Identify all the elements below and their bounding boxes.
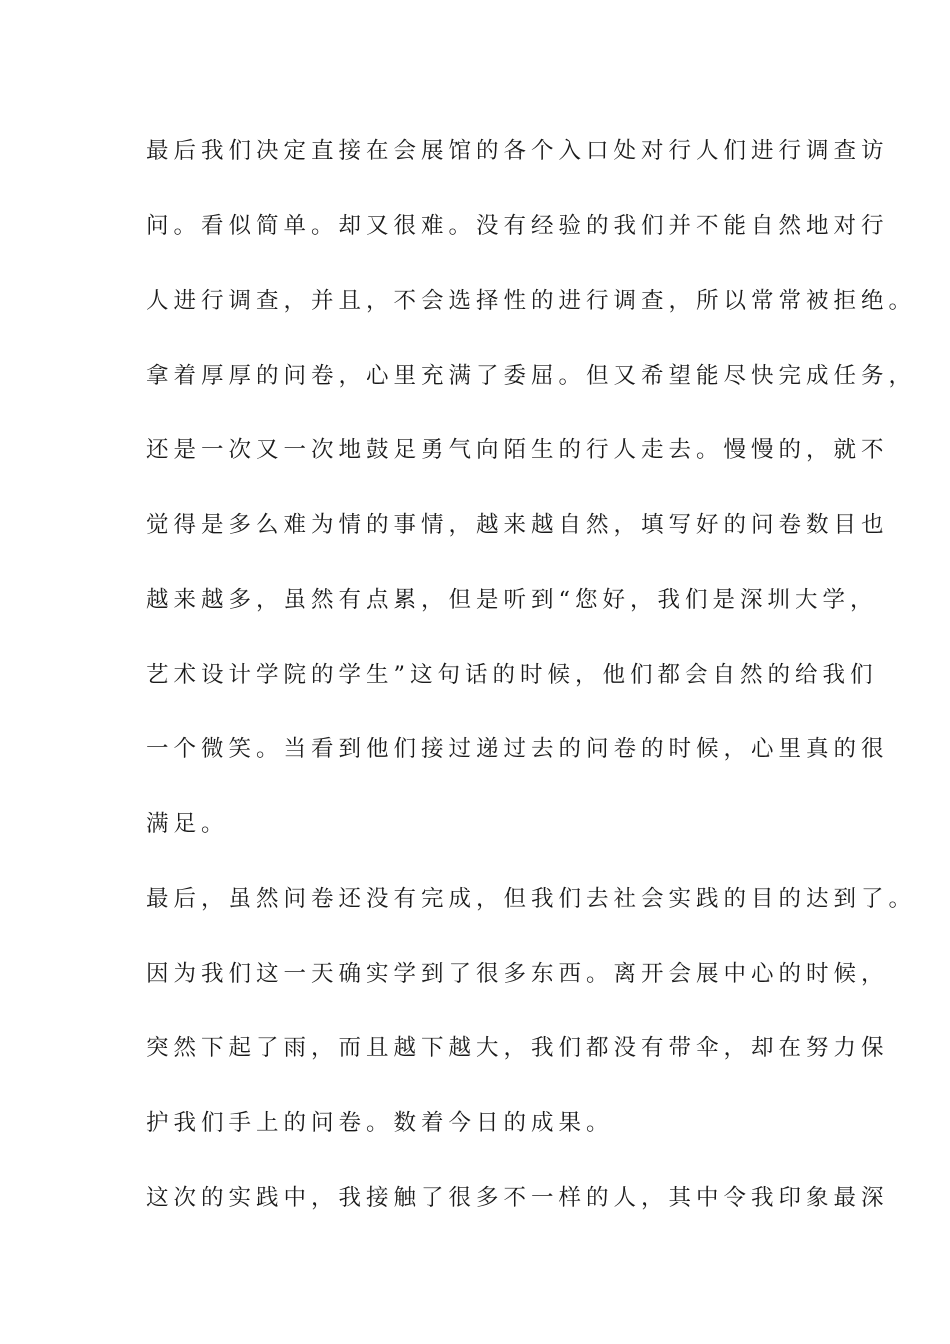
- text-line: 觉得是多么难为情的事情，越来越自然，填写好的问卷数目也: [146, 512, 889, 538]
- text-line: 还是一次又一次地鼓足勇气向陌生的行人走去。慢慢的，就不: [146, 437, 889, 463]
- text-line: 这次的实践中，我接触了很多不一样的人，其中令我印象最深: [146, 1185, 889, 1211]
- text-line: 一个微笑。当看到他们接过递过去的问卷的时候，心里真的很: [146, 736, 889, 762]
- text-line: 护我们手上的问卷。数着今日的成果。: [146, 1110, 614, 1136]
- text-line: 艺术设计学院的学生”这句话的时候，他们都会自然的给我们: [146, 662, 878, 688]
- text-line: 越来越多，虽然有点累，但是听到“您好，我们是深圳大学，: [146, 587, 878, 613]
- text-line: 突然下起了雨，而且越下越大，我们都没有带伞，却在努力保: [146, 1035, 889, 1061]
- text-line: 因为我们这一天确实学到了很多东西。离开会展中心的时候，: [146, 961, 889, 987]
- text-line: 拿着厚厚的问卷，心里充满了委屈。但又希望能尽快完成任务，: [146, 363, 917, 389]
- text-line: 满足。: [146, 811, 229, 837]
- text-line: 问。看似简单。却又很难。没有经验的我们并不能自然地对行: [146, 213, 889, 239]
- text-line: 最后，虽然问卷还没有完成，但我们去社会实践的目的达到了。: [146, 886, 917, 912]
- text-line: 人进行调查，并且，不会选择性的进行调查，所以常常被拒绝。: [146, 288, 917, 314]
- text-line: 最后我们决定直接在会展馆的各个入口处对行人们进行调查访: [146, 138, 889, 164]
